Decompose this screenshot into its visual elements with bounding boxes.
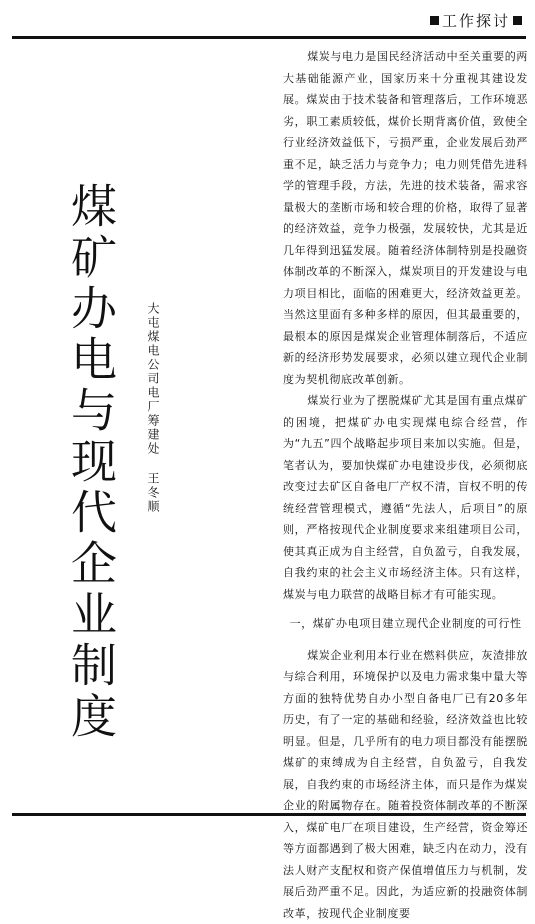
author-name: 王冬顺	[146, 472, 160, 514]
author-affiliation: 大屯煤电公司电厂筹建处	[146, 302, 160, 456]
section-heading: 一，煤矿办电项目建立现代企业制度的可行性	[283, 613, 528, 635]
paragraph-section-1: 煤炭企业利用本行业在燃料供应，灰渣排放与综合利用，环境保护以及电力需求集中量大等方面的独特优势自办小型自备电厂已有20多年历史，有了一定的基础和经验，经济效益也比较明显。但是，几乎所有的电力项目都没有能摆脱煤矿的束缚成为自主经营，自负盈亏，自我发展，自我约束的市场经济主体，而只是作为煤炭企业的附属物存在。随着投资体制改革的不断深入，煤矿电厂在项目建设，生产经营，资金筹还等方面都遇到了极大困难，缺乏内在动力，没有法人财产支配权和资产保值增值压力与机制，发展后劲严重不足。因此，为适应新的投融资体制改革，按现代企业制度要	[283, 645, 528, 924]
square-bullet-icon	[430, 16, 439, 25]
page-header	[0, 0, 535, 36]
bottom-rule	[12, 813, 526, 816]
author-byline	[132, 302, 162, 514]
paragraph-intro: 煤炭与电力是国民经济活动中至关重要的两大基础能源产业，国家历来十分重视其建设发展。煤炭由于技术装备和管理落后，工作环境恶劣，职工素质较低，煤价长期背离价值，致使全行业经济效益低下，亏损严重，企业发展后劲严重不足，缺乏活力与竞争力；电力则凭借先进科学的管理手段，方法，先进的技术装备，需求容量极大的垄断市场和较合理的价格，取得了显著的经济效益，竞争力极强，发展较快，尤其是近几年得到迅猛发展。随着经济体制特别是投融资体制改革的不断深入，煤炭项目的开发建设与电力项目相比，面临的困难更大，经济效益更差。当然这里面有多种多样的原因，但其最重要的，最根本的原因是煤炭企业管理体制落后，不适应新的经济形势发展要求，必须以建立现代企业制度为契机彻底改革创新。	[283, 46, 528, 390]
article-title: 煤矿办电与现代企业制度	[56, 182, 120, 743]
top-rule	[12, 36, 526, 39]
section-label-text: 工作探讨	[442, 12, 510, 30]
square-bullet-icon	[513, 16, 522, 25]
article-body	[283, 46, 528, 806]
paragraph-strategy: 煤炭行业为了摆脱煤矿尤其是国有重点煤矿的困境，把煤矿办电实现煤电综合经营，作为“九五”四个战略起步项目来加以实施。但是，笔者认为，要加快煤矿办电建设步伐，必须彻底改变过去矿区自备电厂产权不清，盲权不明的传统经营管理模式，遵循“先法人，后项目”的原则，严格按现代企业制度要求来组建项目公司，使其真正成为自主经营，自负盈亏，自我发展，自我约束的社会主义市场经济主体。只有这样，煤炭与电力联营的战略目标才有可能实现。	[283, 390, 528, 605]
section-label	[427, 10, 525, 31]
